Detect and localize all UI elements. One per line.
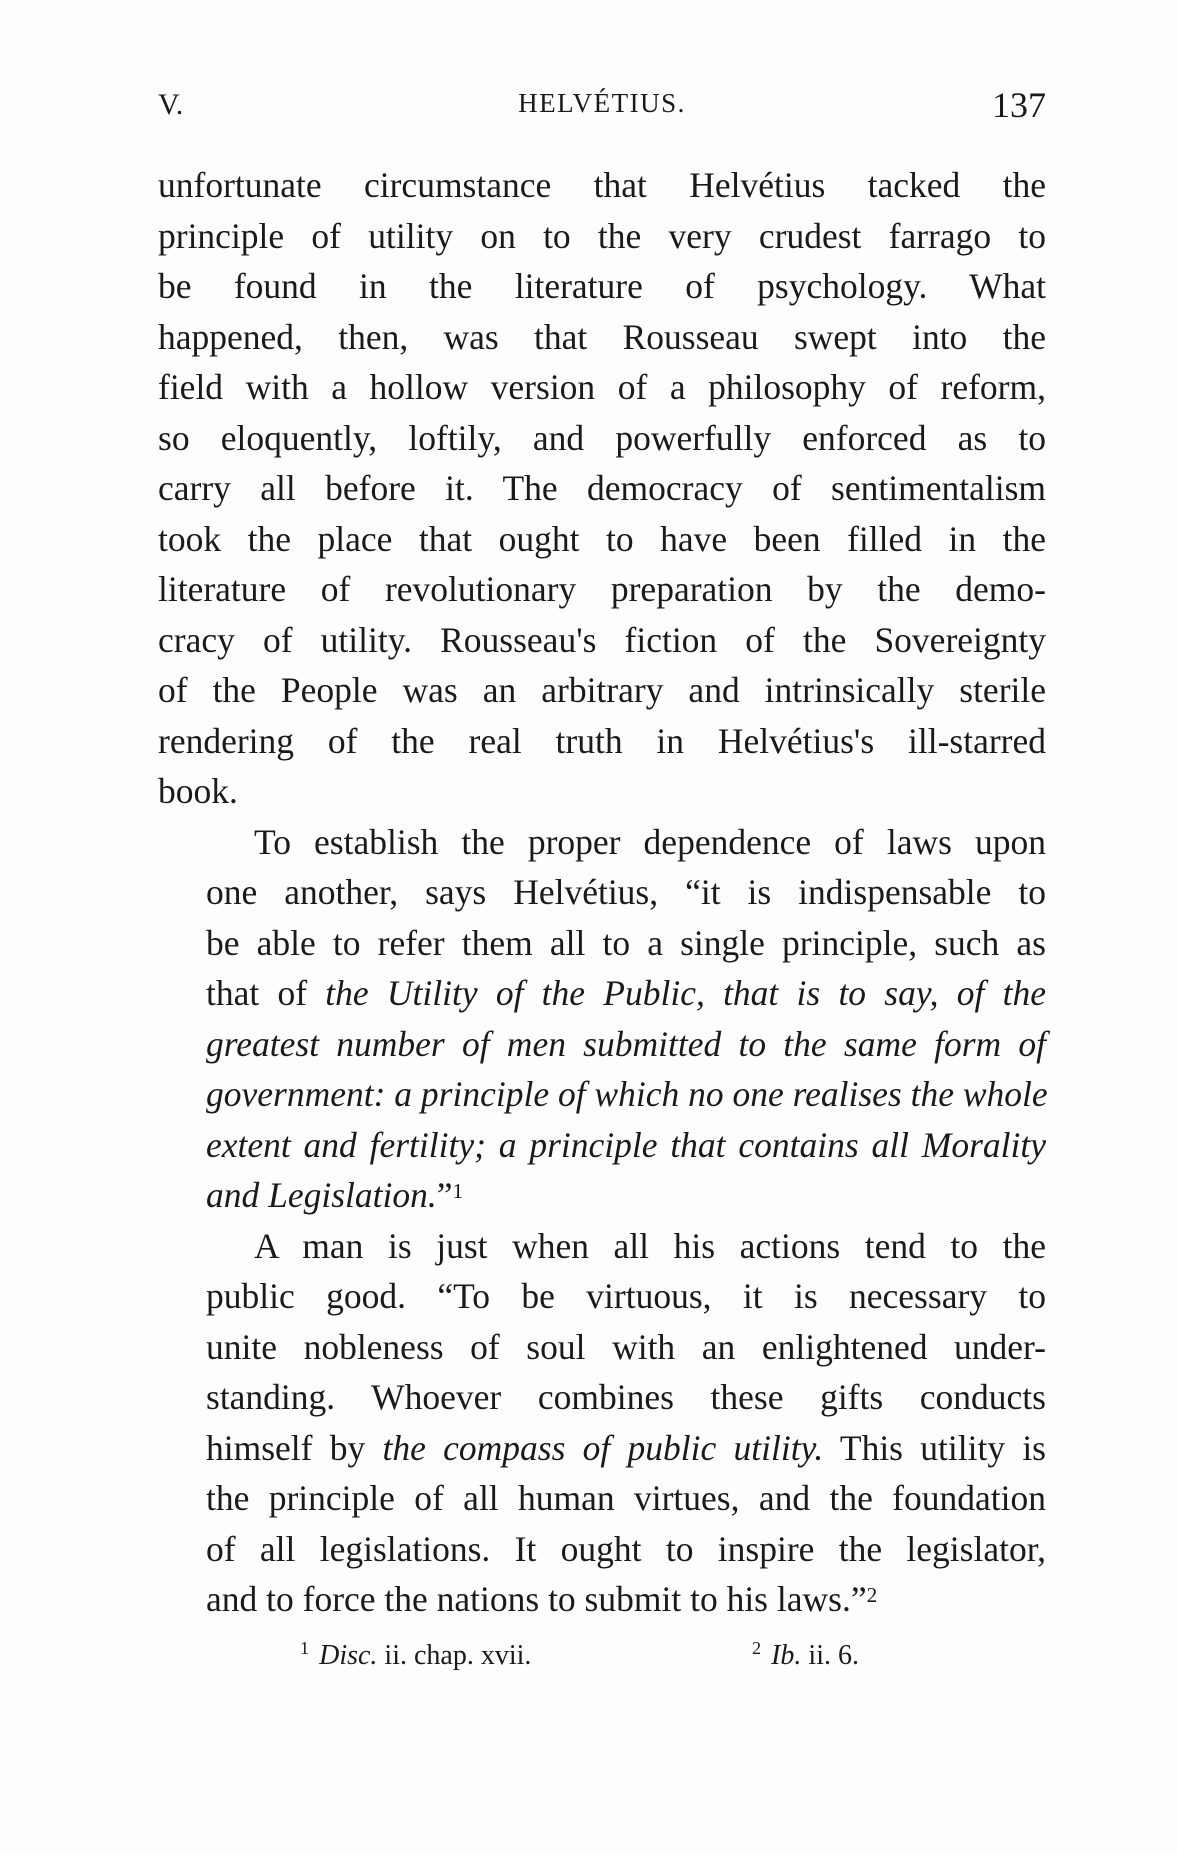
text-line xyxy=(158,968,1046,1019)
text-line: of the People was an arbitrary and intrinsically sterile xyxy=(158,670,1046,710)
text-line: book. xyxy=(158,771,238,811)
footnote-ref-2[interactable]: 2 xyxy=(866,1583,878,1607)
text-line xyxy=(158,1019,1046,1070)
text-line: of all legislations. It ought to inspire the legislator, xyxy=(206,1528,1046,1569)
text-segment: that of xyxy=(206,973,326,1013)
footnote-text: ii. chap. xvii. xyxy=(377,1640,532,1671)
text-line: cracy of utility. Rousseau's fiction of the Sovereignty xyxy=(158,619,1046,660)
text-line: be found in the literature of psychology. What xyxy=(158,266,1046,306)
italic-text: Ib. xyxy=(771,1640,802,1671)
text-line: standing. Whoever combines these gifts conducts xyxy=(206,1377,1046,1417)
text-segment: and to force the nations to submit to his laws.” xyxy=(206,1579,867,1619)
text-segment: himself by xyxy=(206,1427,383,1468)
text-line: took the place that ought to have been filled in the xyxy=(158,518,1046,559)
text-line xyxy=(158,1069,1046,1120)
text-line: carry all before it. The democracy of sentimentalism xyxy=(158,468,1046,508)
text-line xyxy=(158,1120,1046,1171)
footnote-text: ii. 6. xyxy=(801,1640,859,1671)
text-line: literature of revolutionary preparation by the demo- xyxy=(158,569,1046,609)
running-head xyxy=(158,85,1046,128)
italic-text: government: a principle of which no one realises the whole xyxy=(206,1074,1048,1114)
chapter-number: V. xyxy=(158,88,184,121)
italic-text: the compass of public utility. xyxy=(382,1427,824,1468)
text-line: be able to refer them all to a single principle, such as xyxy=(206,922,1046,963)
italic-text: and Legislation. xyxy=(206,1175,437,1215)
text-line: principle of utility on to the very crudest farrago to xyxy=(158,215,1046,256)
italic-text: Disc. xyxy=(319,1640,378,1671)
footnote-2 xyxy=(752,1640,859,1672)
text-line: public good. “To be virtuous, it is necessary to xyxy=(206,1276,1046,1316)
text-line: so eloquently, loftily, and powerfully enforced as to xyxy=(158,417,1046,458)
text-line: the principle of all human virtues, and the foundation xyxy=(206,1478,1046,1518)
italic-text: greatest number of men submitted to the same form of xyxy=(206,1023,1046,1064)
page-number: 137 xyxy=(992,85,1046,125)
footnote-ref-1[interactable]: 1 xyxy=(452,1179,464,1203)
text-line: happened, then, was that Rousseau swept into the xyxy=(158,316,1046,357)
text-line: one another, says Helvétius, “it is indispensable to xyxy=(206,872,1046,912)
text-line: field with a hollow version of a philosophy of reform, xyxy=(158,367,1046,407)
text-line: A man is just when all his actions tend to the xyxy=(254,1225,1046,1266)
paragraph-helvetius-quote xyxy=(158,817,1046,1221)
footnote-mark: 1 xyxy=(300,1638,310,1658)
closing-quote: ” xyxy=(436,1175,453,1215)
text-line: unfortunate circumstance that Helvétius tacked the xyxy=(158,165,1046,205)
text-segment: This utility is xyxy=(823,1427,1047,1468)
footnote-1 xyxy=(300,1640,531,1672)
text-line xyxy=(158,1574,1046,1625)
running-title: HELVÉTIUS. xyxy=(518,88,686,118)
text-line xyxy=(158,1170,1046,1221)
text-line: To establish the proper dependence of laws upon xyxy=(254,821,1046,862)
paragraph-continued xyxy=(158,160,1046,817)
text-line: unite nobleness of soul with an enlightened under- xyxy=(206,1326,1046,1367)
body-text xyxy=(158,160,1046,1625)
text-line xyxy=(158,1423,1046,1474)
footnote-mark: 2 xyxy=(752,1638,762,1658)
italic-text: extent and fertility; a principle that contains all Morality xyxy=(206,1124,1046,1165)
text-line: rendering of the real truth in Helvétius's ill-starred xyxy=(158,720,1046,761)
italic-text: the Utility of the Public, that is to say, of the xyxy=(325,973,1046,1013)
paragraph-just-man xyxy=(158,1221,1046,1625)
